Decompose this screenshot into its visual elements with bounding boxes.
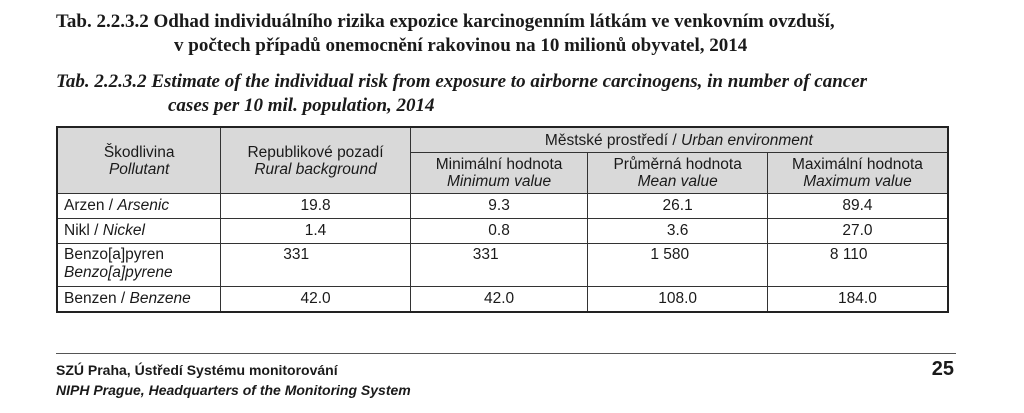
header-pollutant (57, 127, 221, 194)
header-mean (588, 153, 768, 194)
footer-source-en: NIPH Prague, Headquarters of the Monitoring System (56, 382, 411, 398)
mean-value: 3.6 (588, 219, 768, 244)
mean-value: 1 580 (588, 244, 768, 287)
pollutant-en: Nickel (102, 222, 145, 239)
risk-table (56, 126, 949, 313)
header-pollutant-cz: Škodlivina (103, 143, 175, 161)
pollutant-en: Arsenic (117, 197, 170, 214)
header-max-en: Maximum value (803, 173, 912, 190)
footer-source-cz: SZÚ Praha, Ústředí Systému monitorování (56, 362, 338, 378)
mean-value: 108.0 (588, 287, 768, 313)
rural-value: 1.4 (221, 219, 411, 244)
header-rural-en: Rural background (254, 160, 377, 178)
min-value: 0.8 (410, 219, 588, 244)
rural-value: 19.8 (221, 194, 411, 219)
pollutant-cz: Arzen / (64, 197, 118, 214)
header-rural-background (221, 127, 411, 194)
header-min-cz: Minimální hodnota (435, 156, 563, 173)
rural-value: 42.0 (221, 287, 411, 313)
header-urban-cz: Městské prostředí / (544, 131, 682, 149)
pollutant-cell (57, 287, 221, 313)
pollutant-en: Benzene (129, 290, 191, 307)
page-footer (56, 360, 411, 400)
min-value: 331 (410, 244, 588, 287)
pollutant-en: Benzo[a]pyrene (64, 264, 173, 281)
title-en-line1: Tab. 2.2.3.2 Estimate of the individual risk from exposure to airborne carcinogens, in number of cancer (56, 71, 868, 92)
pollutant-cz: Benzen / (64, 290, 130, 307)
pollutant-cell (57, 244, 221, 287)
header-pollutant-en: Pollutant (108, 160, 170, 178)
title-en-line2: cases per 10 mil. population, 2014 (168, 95, 435, 116)
header-maximum (767, 153, 948, 194)
max-value: 8 110 (767, 244, 948, 287)
pollutant-cz: Benzo[a]pyren (64, 246, 164, 263)
header-minimum (410, 153, 588, 194)
rural-value: 331 (221, 244, 411, 287)
header-urban-environment (410, 127, 948, 153)
table-title-english (56, 70, 976, 118)
table-title-czech (56, 10, 976, 58)
table-row (57, 194, 948, 219)
pollutant-cz: Nikl / (64, 222, 103, 239)
header-mean-en: Mean value (637, 173, 718, 190)
mean-value: 26.1 (588, 194, 768, 219)
page-number: 25 (931, 358, 954, 380)
max-value: 184.0 (767, 287, 948, 313)
max-value: 27.0 (767, 219, 948, 244)
pollutant-cell (57, 219, 221, 244)
pollutant-cell (57, 194, 221, 219)
max-value: 89.4 (767, 194, 948, 219)
table-row (57, 219, 948, 244)
header-max-cz: Maximální hodnota (791, 156, 923, 173)
table-row (57, 287, 948, 313)
header-min-en: Minimum value (446, 173, 552, 190)
min-value: 9.3 (410, 194, 588, 219)
title-cz-line1: Tab. 2.2.3.2 Odhad individuálního rizika expozice karcinogenním látkám ve venkovním ovzduší, (56, 11, 835, 32)
table-row (57, 244, 948, 287)
footer-divider (56, 353, 956, 354)
title-cz-line2: v počtech případů onemocnění rakovinou na 10 milionů obyvatel, 2014 (174, 35, 748, 56)
header-rural-cz: Republikové pozadí (247, 143, 384, 161)
header-mean-cz: Průměrná hodnota (613, 156, 742, 173)
header-urban-en: Urban environment (681, 131, 813, 149)
min-value: 42.0 (410, 287, 588, 313)
